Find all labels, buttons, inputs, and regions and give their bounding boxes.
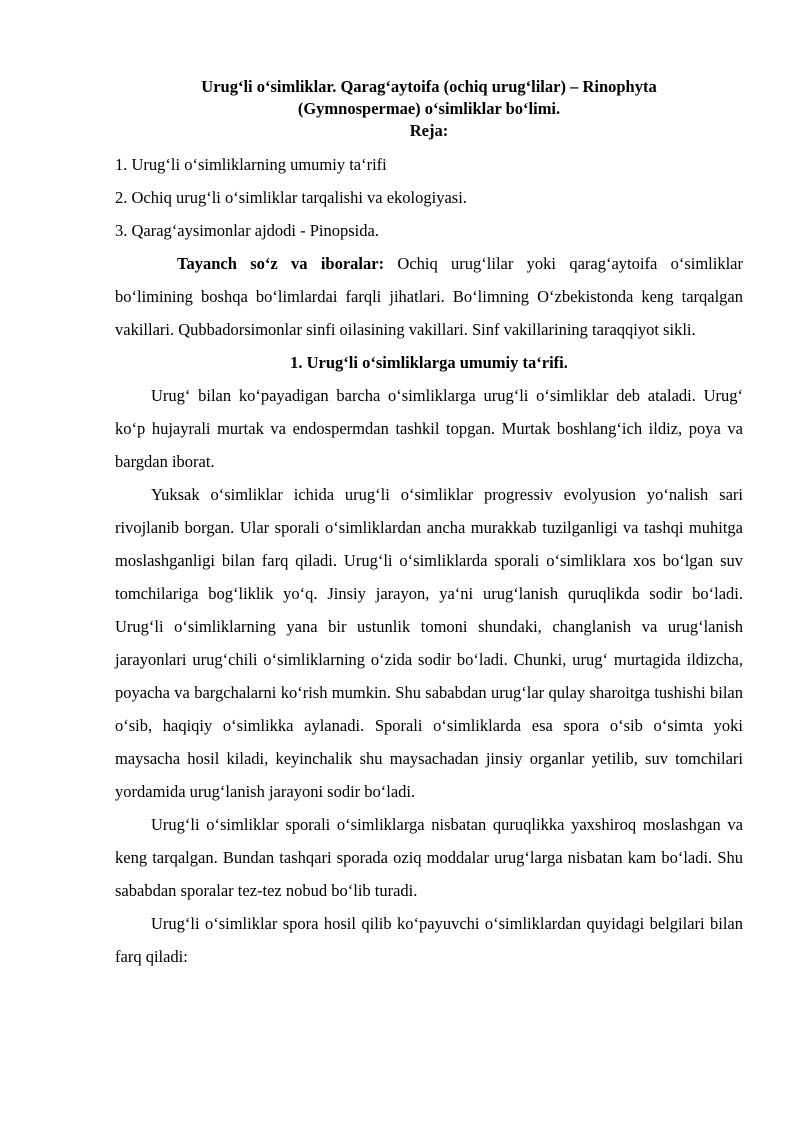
plan-heading: Reja: xyxy=(409,121,449,140)
keywords-text: Ochiq urug‘lilar yoki qarag‘aytoifa o‘simliklar bo‘limining boshqa bo‘limlardai farqli jihatlari. Bo‘limning O‘zbekistonda keng tarqalgan vakillari. Qubbadorsimonlar sinfi oilasining vakillari. Sinf vakillarining taraqqiyot sikli. xyxy=(115,254,743,339)
title-line-1: Urug‘li o‘simliklar. Qarag‘aytoifa (ochiq urug‘lilar) – Rinophyta xyxy=(201,77,657,96)
body-paragraph: Urug‘li o‘simliklar spora hosil qilib ko‘payuvchi o‘simliklardan quyidagi belgilari bilan farq qiladi: xyxy=(115,914,743,966)
plan-item: 2. Ochiq urug‘li o‘simliklar tarqalishi va ekologiyasi. xyxy=(115,188,467,207)
document-title xyxy=(115,76,743,120)
section-heading: 1. Urug‘li o‘simliklarga umumiy ta‘rifi. xyxy=(290,353,568,372)
keywords-label: Tayanch so‘z va iboralar: xyxy=(177,254,385,273)
title-line-2: (Gymnospermae) o‘simliklar bo‘limi. xyxy=(297,99,561,118)
body-paragraph: Yuksak o‘simliklar ichida urug‘li o‘simliklar progressiv evolyusion yo‘nalish sari rivojlanib borgan. Ular sporali o‘simliklardan ancha murakkab tuzilganligi va tashqi muhitga moslashganligi bilan farq qiladi. Urug‘li o‘simliklarda sporali o‘simliklara xos bo‘lgan suv tomchilariga bog‘liklik yo‘q. Jinsiy jarayon, ya‘ni urug‘lanish quruqlikda sodir bo‘ladi. Urug‘li o‘simliklarning yana bir ustunlik tomoni shundaki, changlanish va urug‘lanish jarayonlari urug‘chili o‘simliklarning o‘zida sodir bo‘ladi. Chunki, urug‘ murtagida ildizcha, poyacha va bargchalarni ko‘rish mumkin. Shu sababdan urug‘lar qulay sharoitga tushishi bilan o‘sib, haqiqiy o‘simlikka aylanadi. Sporali o‘simliklarda esa spora o‘sib o‘simta yoki maysacha hosil kiladi, keyinchalik shu maysachadan jinsiy organlar yetilib, suv tomchilari yordamida urug‘lanish jarayoni sodir bo‘ladi. xyxy=(115,485,743,801)
document-page xyxy=(115,76,743,973)
plan-item: 1. Urug‘li o‘simliklarning umumiy ta‘rifi xyxy=(115,155,387,174)
body-paragraph: Urug‘li o‘simliklar sporali o‘simliklarga nisbatan quruqlikka yaxshiroq moslashgan va keng tarqalgan. Bundan tashqari sporada oziq moddalar urug‘larga nisbatan kam bo‘ladi. Shu sababdan sporalar tez-tez nobud bo‘lib turadi. xyxy=(115,815,743,900)
body-paragraph: Urug‘ bilan ko‘payadigan barcha o‘simliklarga urug‘li o‘simliklar deb ataladi. Urug‘ ko‘p hujayrali murtak va endospermdan tashkil topgan. Murtak boshlang‘ich ildiz, poya va bargdan iborat. xyxy=(115,386,743,471)
keywords-paragraph xyxy=(115,247,743,346)
plan-list xyxy=(115,148,743,247)
plan-item: 3. Qarag‘aysimonlar ajdodi - Pinopsida. xyxy=(115,221,379,240)
